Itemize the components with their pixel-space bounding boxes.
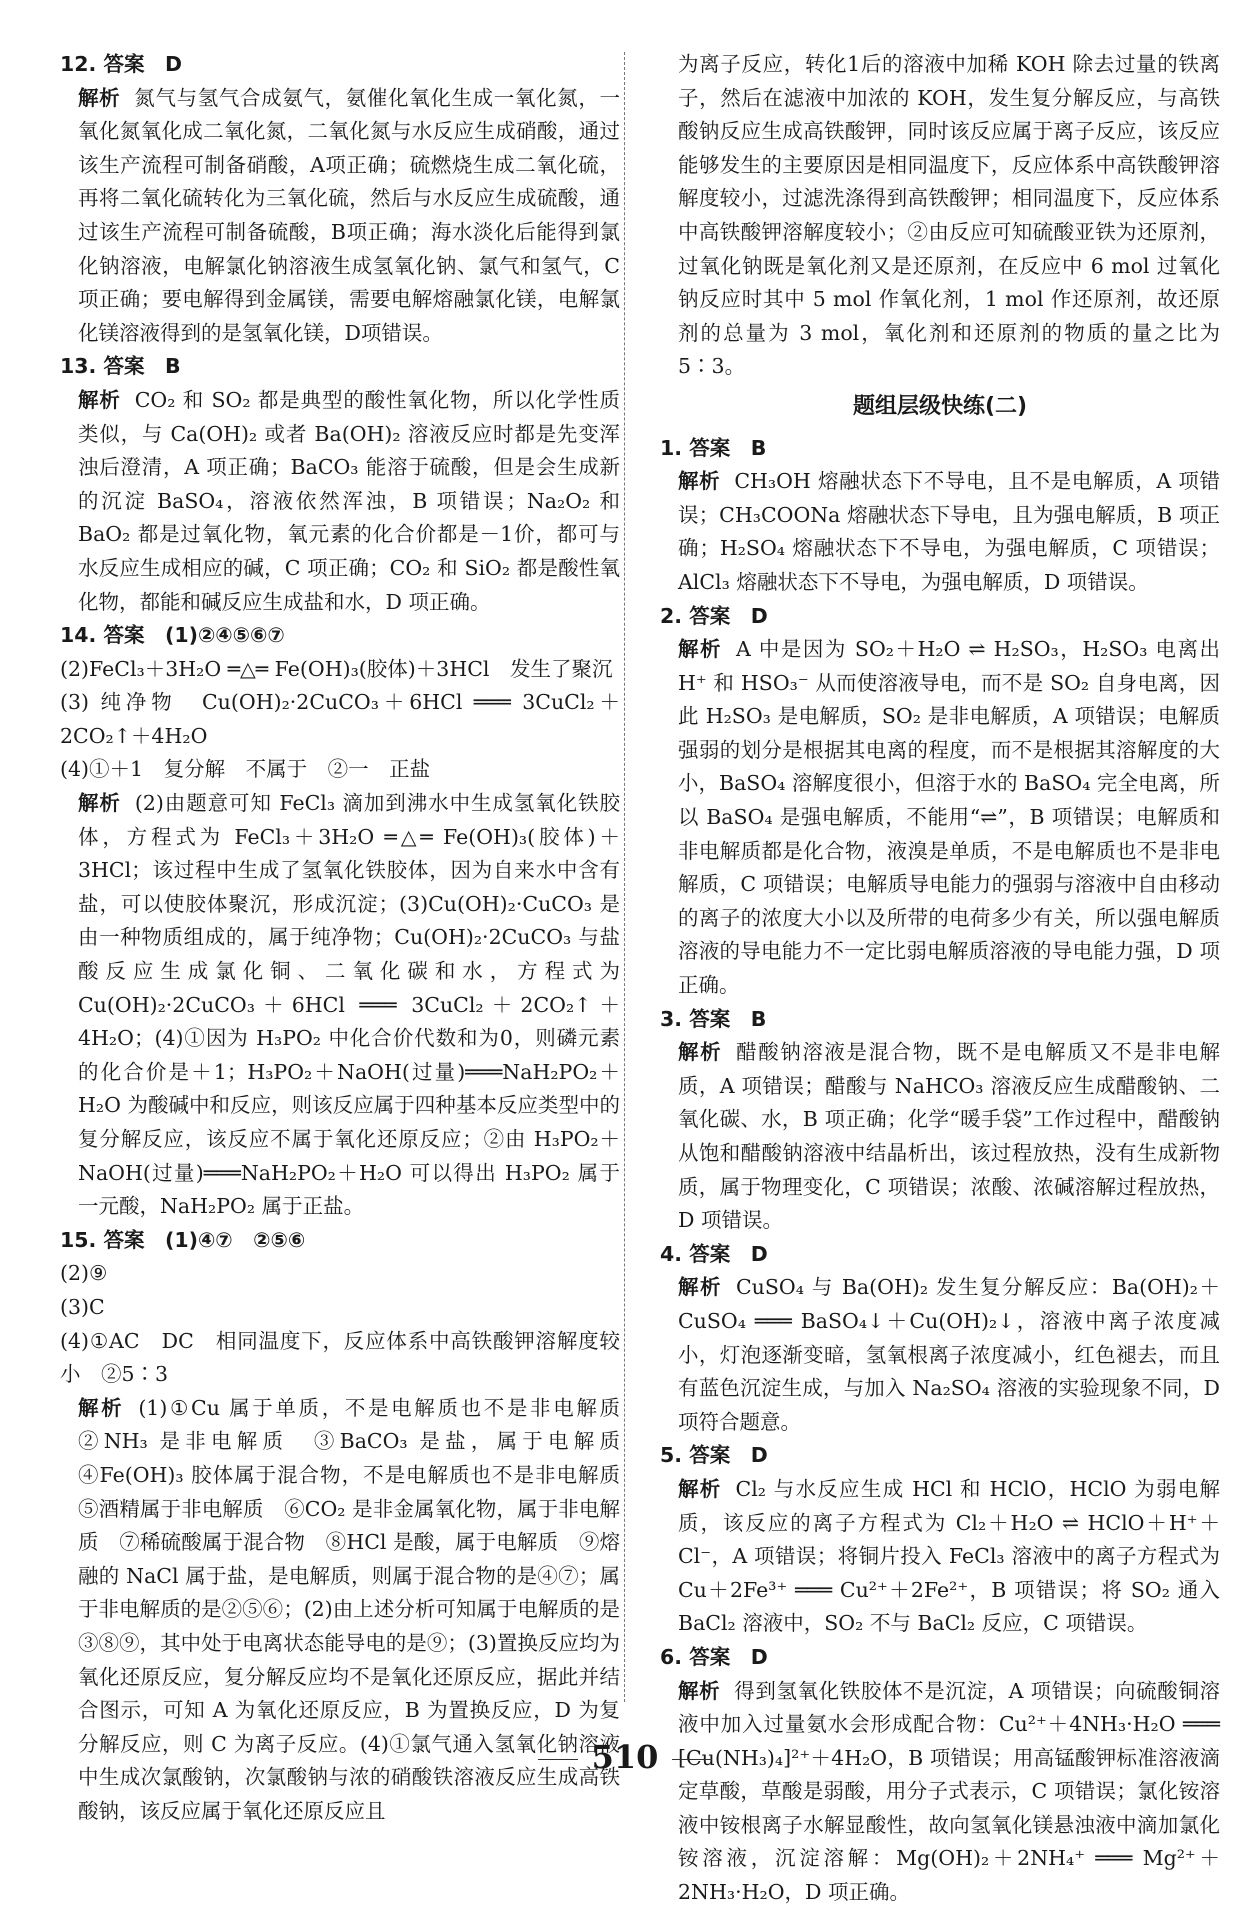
q12-explanation: 解析 氮气与氢气合成氨气，氨催化氧化生成一氧化氮，一氧化氮氧化成二氧化氮，二氧化氮与水反应生成硝酸，通过该生产流程可制备硝酸，A项正确；硫燃烧生成二氧化硫，再将二氧化硫转化为三氧化硫，然后与水反应生成硫酸，通过该生产流程可制备硫酸，B项正确；海水淡化后能得到氯化钠溶液，电解氯化钠溶液生成氢氧化钠、氯气和氢气，C项正确；要电解得到金属镁，需要电解熔融氯化镁，电解氯化镁溶液得到的是氢氧化镁，D项错误。 [78, 85, 621, 345]
q2-answer: 2. 答案 D [660, 603, 768, 628]
explanation-label: 解析 [678, 1275, 722, 1300]
q15-answer-2: (2)⑨ [60, 1261, 108, 1286]
explanation-label: 解析 [78, 85, 121, 110]
q2-explanation: 解析 A 中是因为 SO₂＋H₂O ⇌ H₂SO₃，H₂SO₃ 电离出 H⁺ 和 HSO₃⁻ 从而使溶液导电，而不是 SO₂ 自身电离，因此 H₂SO₃ 是电解质，SO₂ 是非电解质，A 项错误；电解质强弱的划分是根据其电离的程度，而不是根据其溶解度的大小，BaSO₄ 溶解度很小，但溶于水的 BaSO₄ 完全电离，所以 BaSO₄ 是强电解质，不能用“⇌”，B 项错误；电解质和非电解质都是化合物，液溴是单质，不是电解质也不是非电解质，C 项错误；电解质导电能力的强弱与溶液中自由移动的离子的浓度大小以及所带的电荷多少有关，所以强电解质溶液的导电能力不一定比弱电解质溶液的导电能力强，D 项正确。 [678, 637, 1220, 998]
right-column [660, 48, 1220, 1910]
q12-answer: 12. 答案 D [60, 52, 182, 76]
q13-explanation: 解析 CO₂ 和 SO₂ 都是典型的酸性氧化物，所以化学性质类似，与 Ca(OH)₂ 或者 Ba(OH)₂ 溶液反应时都是先变浑浊后澄清，A 项正确；BaCO₃ 能溶于硫酸，但是会生成新的沉淀 BaSO₄，溶液依然浑浊，B 项错误；Na₂O₂ 和 BaO₂ 都是过氧化物，氧元素的化合价都是－1价，都可与水反应生成相应的碱，C 项正确；CO₂ 和 SiO₂ 都是酸性氧化物，都能和碱反应生成盐和水，D 项正确。 [78, 387, 621, 614]
explanation-label: 解析 [678, 469, 721, 494]
explanation-label: 解析 [78, 387, 121, 412]
q5-answer: 5. 答案 D [660, 1443, 768, 1468]
page-number-dash-right [672, 1759, 712, 1760]
explanation-label: 解析 [678, 1678, 721, 1703]
q4-answer: 4. 答案 D [660, 1241, 768, 1266]
page-number: 510 [0, 1738, 1250, 1776]
explanation-label: 解析 [678, 637, 723, 662]
column-divider [624, 52, 625, 1702]
q6-answer: 6. 答案 D [660, 1644, 768, 1669]
q14-explanation: 解析 (2)由题意可知 FeCl₃ 滴加到沸水中生成氢氧化铁胶体，方程式为 FeCl₃＋3H₂O ═△═ Fe(OH)₃(胶体)＋3HCl；该过程中生成了氢氧化铁胶体，因为自来水中含有盐，可以使胶体聚沉，形成沉淀；(3)Cu(OH)₂·CuCO₃ 是由一种物质组成的，属于纯净物；Cu(OH)₂·2CuCO₃ 与盐酸反应生成氯化铜、二氧化碳和水，方程式为 Cu(OH)₂·2CuCO₃＋6HCl ═══ 3CuCl₂＋2CO₂↑＋4H₂O；(4)①因为 H₃PO₂ 中化合价代数和为0，则磷元素的化合价是＋1；H₃PO₂＋NaOH(过量)═══NaH₂PO₂＋H₂O 为酸碱中和反应，则该反应属于四种基本反应类型中的复分解反应，该反应不属于氧化还原反应；②由 H₃PO₂＋NaOH(过量)═══NaH₂PO₂＋H₂O 可以得出 H₃PO₂ 属于一元酸，NaH₂PO₂ 属于正盐。 [78, 791, 621, 1219]
explanation-label: 解析 [78, 1395, 125, 1420]
q3-explanation: 解析 醋酸钠溶液是混合物，既不是电解质又不是非电解质，A 项错误；醋酸与 NaHCO₃ 溶液反应生成醋酸钠、二氧化碳、水，B 项正确；化学“暖手袋”工作过程中，醋酸钠从饱和醋酸钠溶液中结晶析出，该过程放热，没有生成新物质，属于物理变化，C 项错误；浓酸、浓碱溶解过程放热，D 项错误。 [678, 1040, 1221, 1233]
q15-explanation: 解析 (1)①Cu 属于单质，不是电解质也不是非电解质 ②NH₃ 是非电解质 ③BaCO₃ 是盐，属于电解质 ④Fe(OH)₃ 胶体属于混合物，不是电解质也不是非电解质 ⑤酒精属于非电解质 ⑥CO₂ 是非金属氧化物，属于非电解质 ⑦稀硫酸属于混合物 ⑧HCl 是酸，属于电解质 ⑨熔融的 NaCl 属于盐，是电解质，则属于混合物的是④⑦；属于非电解质的是②⑤⑥；(2)由上述分析可知属于电解质的是③⑧⑨，其中处于电离状态能导电的是⑨；(3)置换反应均为氧化还原反应，复分解反应均不是氧化还原反应，据此并结合图示，可知 A 为氧化还原反应，B 为置换反应，D 为复分解反应，则 C 为离子反应。(4)①氯气通入氢氧化钠溶液中生成次氯酸钠，次氯酸钠与浓的硝酸铁溶液反应生成高铁酸钠，该反应属于氧化还原反应且 [78, 1395, 641, 1823]
explanation-label: 解析 [678, 1040, 723, 1065]
explanation-label: 解析 [78, 791, 121, 816]
q15-answer-4: (4)①AC DC 相同温度下，反应体系中高铁酸钾溶解度较小 ②5∶3 [60, 1328, 620, 1387]
section-title: 题组层级快练(二) [852, 393, 1028, 419]
q3-answer: 3. 答案 B [660, 1006, 767, 1031]
q14-answer: 14. 答案 (1)②④⑤⑥⑦ [60, 623, 285, 648]
q15-explanation-continued: 为离子反应，转化1后的溶液中加稀 KOH 除去过量的铁离子，然后在滤液中加浓的 KOH，发生复分解反应，与高铁酸钠反应生成高铁酸钾，同时该反应属于离子反应，该反应能够发生的主要原因是相同温度下，反应体系中高铁酸钾溶解度较小，过滤洗涤得到高铁酸钾；相同温度下，反应体系中高铁酸钾溶解度较小；②由反应可知硫酸亚铁为还原剂，过氧化钠既是氧化剂又是还原剂，在反应中 6 mol 过氧化钠反应时其中 5 mol 作氧化剂，1 mol 作还原剂，故还原剂的总量为 3 mol，氧化剂和还原剂的物质的量之比为 5∶3。 [678, 52, 1220, 379]
q14-answer-4: (4)①＋1 复分解 不属于 ②一 正盐 [60, 757, 431, 782]
q6-explanation: 解析 得到氢氧化铁胶体不是沉淀，A 项错误；向硫酸铜溶液中加入过量氨水会形成配合物：Cu²⁺＋4NH₃·H₂O ═══ [Cu(NH₃)₄]²⁺＋4H₂O，B 项错误；用高锰酸钾标准溶液滴定草酸，草酸是弱酸，用分子式表示，C 项错误；氯化铵溶液中铵根离子水解显酸性，故向氢氧化镁悬浊液中滴加氯化铵溶液，沉淀溶解：Mg(OH)₂＋2NH₄⁺ ═══ Mg²⁺＋2NH₃·H₂O，D 项正确。 [678, 1678, 1221, 1905]
explanation-label: 解析 [678, 1476, 722, 1501]
q14-answer-3: (3) 纯净物 Cu(OH)₂·2CuCO₃＋6HCl ═══ 3CuCl₂＋2CO₂↑＋4H₂O [60, 690, 620, 748]
q13-answer: 13. 答案 B [60, 354, 181, 379]
q1-explanation: 解析 CH₃OH 熔融状态下不导电，且不是电解质，A 项错误；CH₃COONa 熔融状态下导电，且为强电解质，B 项正确；H₂SO₄ 熔融状态下不导电，为强电解质，C 项错误；AlCl₃ 熔融状态下不导电，为强电解质，D 项错误。 [678, 469, 1220, 594]
q4-explanation: 解析 CuSO₄ 与 Ba(OH)₂ 发生复分解反应：Ba(OH)₂＋CuSO₄ ═══ BaSO₄↓＋Cu(OH)₂↓，溶液中离子浓度减小，灯泡逐渐变暗，氢氧根离子浓度减小，红色褪去，而且有蓝色沉淀生成，与加入 Na₂SO₄ 溶液的实验现象不同，D 项符合题意。 [678, 1275, 1221, 1434]
q1-answer: 1. 答案 B [660, 435, 767, 460]
q15-answer: 15. 答案 (1)④⑦ ②⑤⑥ [60, 1227, 306, 1252]
page-number-dash-left [538, 1759, 578, 1760]
q15-answer-3: (3)C [60, 1294, 105, 1319]
q14-answer-2: (2)FeCl₃＋3H₂O ═△═ Fe(OH)₃(胶体)＋3HCl 发生了聚沉 [60, 656, 613, 681]
q5-explanation: 解析 Cl₂ 与水反应生成 HCl 和 HClO，HClO 为弱电解质，该反应的离子方程式为 Cl₂＋H₂O ⇌ HClO＋H⁺＋Cl⁻，A 项错误；将铜片投入 FeCl₃ 溶液中的离子方程式为 Cu＋2Fe³⁺ ═══ Cu²⁺＋2Fe²⁺，B 项错误；将 SO₂ 通入 BaCl₂ 溶液中，SO₂ 不与 BaCl₂ 反应，C 项错误。 [678, 1476, 1221, 1636]
